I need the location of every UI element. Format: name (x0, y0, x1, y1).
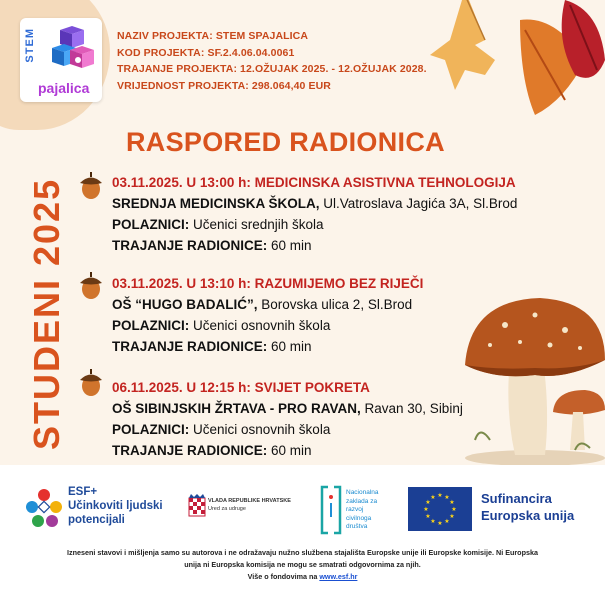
duration-label: TRAJANJE RADIONICE: (112, 443, 268, 458)
esf-plus-label: ESF+ (68, 486, 98, 498)
mushroom-illustration (455, 290, 605, 465)
participants-label: POLAZNICI: (112, 422, 190, 437)
vlada-line2: Ured za udruge (208, 506, 246, 512)
stem-spajalica-logo (20, 18, 102, 102)
acorn-icon (78, 270, 104, 300)
disclaimer-line1: Izneseni stavovi i mišljenja samo su autorova i ne odražavaju nužno službena stajališta Europske unije ili Europske komisije. Ni Europska (67, 548, 538, 557)
workshop-location (112, 398, 463, 419)
workshop-address: Borovska ulica 2, Sl.Brod (257, 297, 413, 312)
workshop-headline: 03.11.2025. U 13:00 h: MEDICINSKA ASISTIVNA TEHNOLOGIJA (112, 175, 516, 190)
more-info-prefix: Više o fondovima na (247, 572, 320, 581)
acorn-icon (78, 367, 104, 397)
eu-cofunding-text (481, 490, 574, 524)
workshop-participants (112, 419, 463, 440)
duration-label: TRAJANJE RADIONICE: (112, 238, 268, 253)
svg-text:★: ★ (425, 513, 431, 520)
workshop-address: Ravan 30, Sibinj (360, 401, 463, 416)
nzrcd-logo-icon (320, 485, 342, 535)
esf-text (68, 485, 163, 527)
workshop-address: Ul.Vatroslava Jagića 3A, Sl.Brod (319, 196, 518, 211)
vlada-text (208, 497, 291, 513)
workshop-participants (112, 315, 423, 336)
autumn-leaves-decoration (425, 0, 605, 140)
svg-text:★: ★ (437, 492, 443, 499)
workshop-block (112, 172, 517, 256)
nzrcd-line3: razvoj (346, 506, 364, 513)
workshop-school: SREDNJA MEDICINSKA ŠKOLA, (112, 196, 320, 211)
participants-label: POLAZNICI: (112, 318, 190, 333)
project-duration-line: TRAJANJE PROJEKTA: 12.OŽUJAK 2025. - 12.OŽUJAK 2028. (117, 63, 427, 75)
workshop-duration (112, 440, 463, 461)
project-name-line: NAZIV PROJEKTA: STEM SPAJALICA (117, 30, 309, 42)
svg-text:★: ★ (437, 520, 443, 527)
puzzle-cubes-icon (48, 26, 96, 76)
workshop-headline: 03.11.2025. U 13:10 h: RAZUMIJEMO BEZ RIJEČI (112, 276, 424, 291)
workshop-location (112, 294, 423, 315)
participants-value: Učenici osnovnih škola (189, 318, 331, 333)
eu-line1: Sufinancira (481, 491, 552, 506)
esf-program-line2: potencijali (68, 514, 125, 526)
svg-text:★: ★ (430, 494, 436, 501)
project-value-line: VRIJEDNOST PROJEKTA: 298.064,40 EUR (117, 79, 331, 92)
participants-value: Učenici osnovnih škola (189, 422, 331, 437)
workshop-participants (112, 214, 517, 235)
logo-wordmark: pajalica (38, 80, 90, 96)
croatian-coat-of-arms-icon (188, 493, 206, 519)
disclaimer (6, 547, 599, 583)
month-label: STUDENI 2025 (26, 177, 67, 450)
esf-website-link[interactable]: www.esf.hr (319, 572, 358, 581)
nzrcd-line1: Nacionalna (346, 489, 379, 496)
esf-program-line1: Učinkoviti ljudski (68, 500, 163, 512)
workshop-school: OŠ SIBINJSKIH ŽRTAVA - PRO RAVAN, (112, 401, 361, 416)
project-code-line: KOD PROJEKTA: SF.2.4.06.04.0061 (117, 46, 295, 59)
workshop-headline: 06.11.2025. U 12:15 h: SVIJET POKRETA (112, 380, 370, 395)
svg-text:★: ★ (449, 499, 455, 506)
workshop-duration (112, 235, 517, 256)
workshop-block (112, 377, 463, 461)
vlada-line1: VLADA REPUBLIKE HRVATSKE (208, 498, 291, 504)
eu-flag-icon (408, 487, 472, 531)
nzrcd-line4: civilnoga (346, 514, 372, 522)
duration-value: 60 min (267, 443, 312, 458)
nzrcd-text (346, 489, 379, 532)
svg-text:★: ★ (430, 518, 436, 525)
participants-value: Učenici srednjih škola (189, 217, 324, 232)
svg-text:★: ★ (423, 506, 429, 513)
workshop-location (112, 193, 517, 214)
svg-text:★: ★ (444, 518, 450, 525)
svg-text:★: ★ (425, 499, 431, 506)
more-info-line (6, 571, 599, 583)
nzrcd-line2: zaklada za (346, 497, 378, 505)
nzrcd-line5: društva (346, 523, 368, 530)
participants-label: POLAZNICI: (112, 217, 190, 232)
duration-value: 60 min (267, 238, 312, 253)
page-title: RASPORED RADIONICA (126, 127, 445, 157)
svg-text:★: ★ (449, 513, 455, 520)
svg-text:★: ★ (451, 506, 457, 513)
workshop-block (112, 273, 423, 357)
eu-line2: Europska unija (481, 508, 575, 523)
disclaimer-line2: unija ni Europska komisija ne mogu se smatrati odgovornima za njih. (184, 560, 421, 569)
logo-stem-text: STEM (24, 28, 36, 63)
footer (0, 465, 605, 605)
duration-value: 60 min (267, 339, 312, 354)
svg-text:★: ★ (444, 494, 450, 501)
project-info (117, 28, 427, 94)
workshop-school: OŠ “HUGO BADALIĆ”, (112, 297, 258, 312)
workshop-duration (112, 336, 423, 357)
duration-label: TRAJANJE RADIONICE: (112, 339, 268, 354)
acorn-icon (78, 170, 104, 200)
